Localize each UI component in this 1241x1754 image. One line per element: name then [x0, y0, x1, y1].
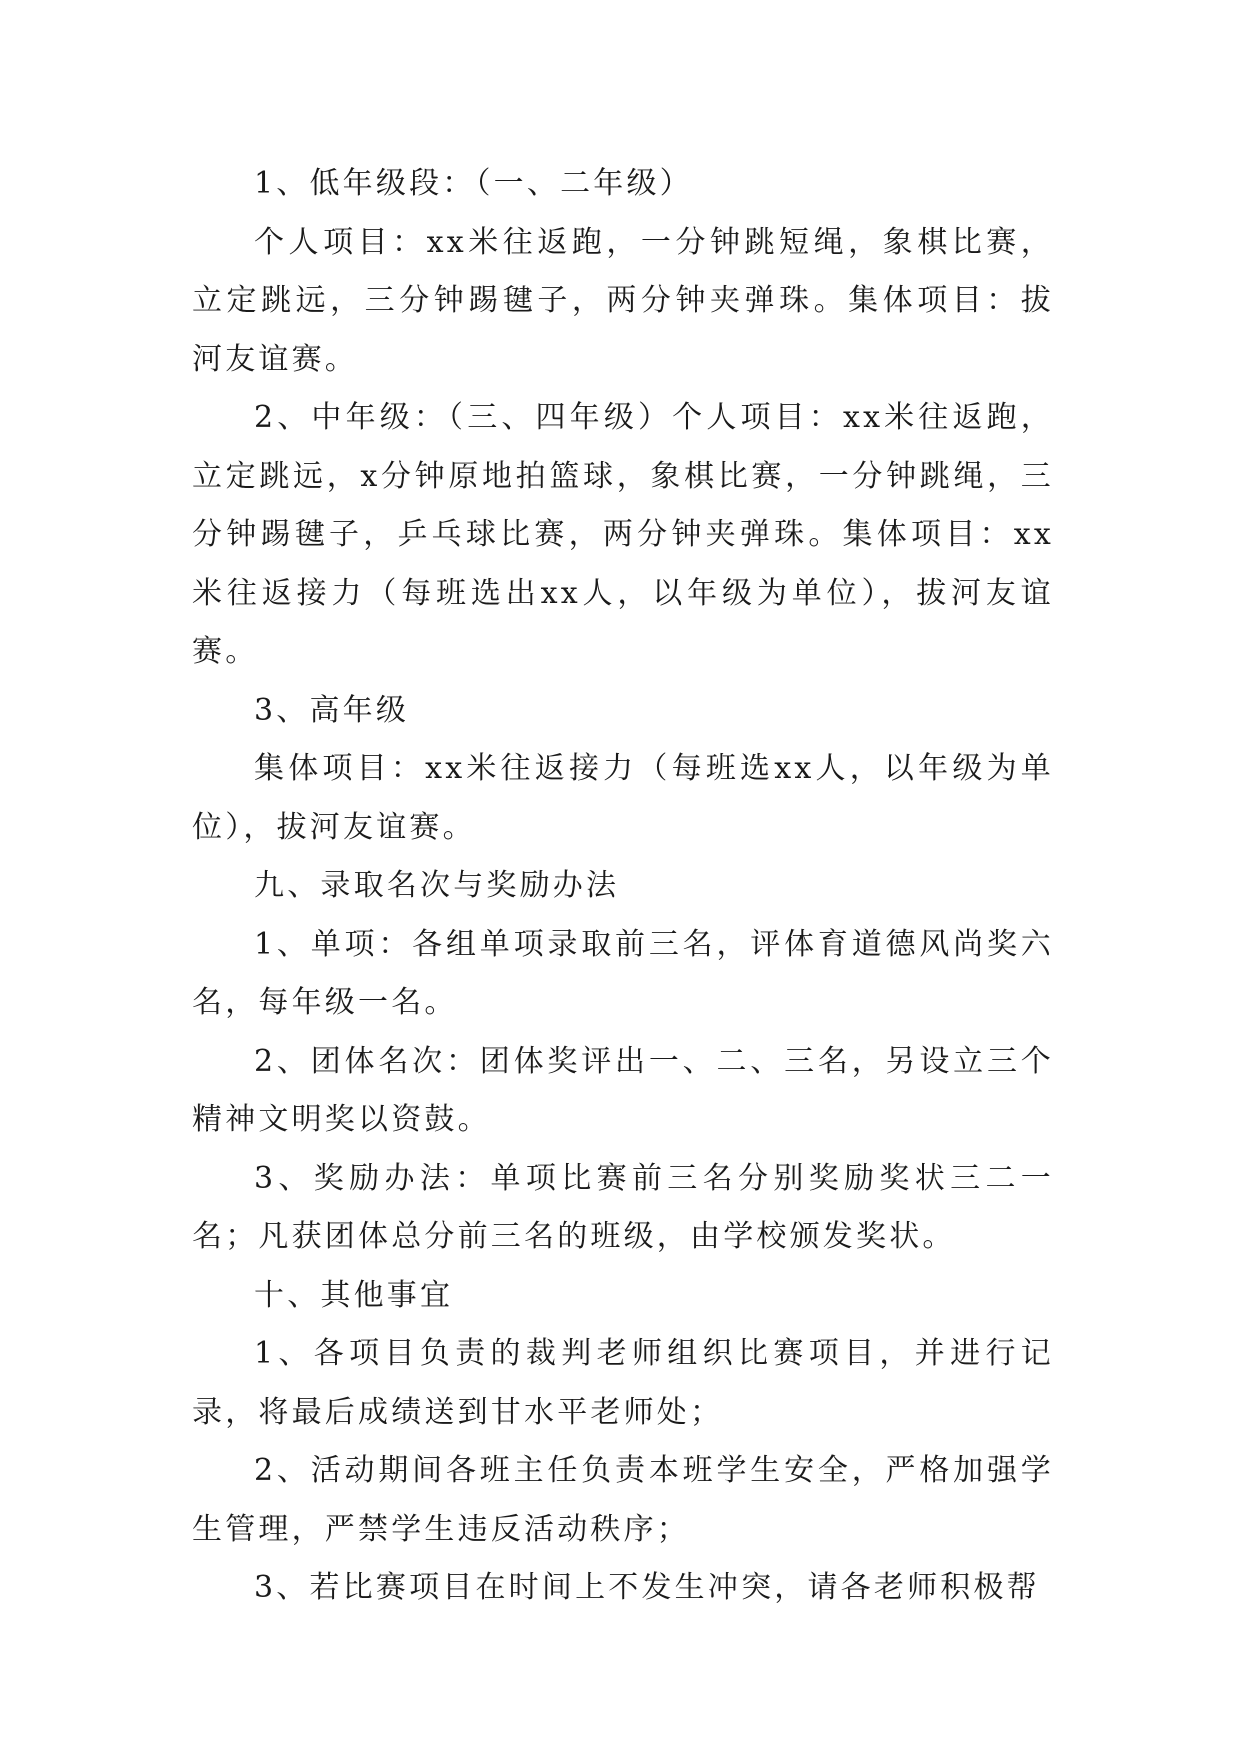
- paragraph-4: 3、高年级: [254, 692, 410, 728]
- document-body: [192, 155, 1054, 1618]
- paragraph-5: 集体项目：xx米往返接力（每班选xx人，以年级为单位），拔河友谊赛。: [192, 751, 1054, 845]
- section-heading-10: 十、其他事宜: [254, 1277, 454, 1313]
- paragraph-11: 1、各项目负责的裁判老师组织比赛项目，并进行记录，将最后成绩送到甘水平老师处；: [192, 1336, 1054, 1430]
- paragraph-9: 3、奖励办法：单项比赛前三名分别奖励奖状三二一名；凡获团体总分前三名的班级，由学校颁发奖状。: [192, 1160, 1054, 1254]
- paragraph-12: 2、活动期间各班主任负责本班学生安全，严格加强学生管理，严禁学生违反活动秩序；: [192, 1453, 1054, 1547]
- paragraph-8: 2、团体名次：团体奖评出一、二、三名，另设立三个精神文明奖以资鼓。: [192, 1043, 1054, 1137]
- paragraph-13: 3、若比赛项目在时间上不发生冲突，请各老师积极帮: [254, 1570, 1040, 1605]
- paragraph-2: 个人项目：xx米往返跑，一分钟跳短绳，象棋比赛，立定跳远，三分钟踢毽子，两分钟夹弹珠。集体项目：拔河友谊赛。: [192, 224, 1054, 377]
- paragraph-7: 1、单项：各组单项录取前三名，评体育道德风尚奖六名，每年级一名。: [192, 926, 1054, 1020]
- paragraph-3: 2、中年级：（三、四年级）个人项目：xx米往返跑，立定跳远，x分钟原地拍篮球，象棋比赛，一分钟跳绳，三分钟踢毽子，乒乓球比赛，两分钟夹弹珠。集体项目：xx米往返接力（每班选出xx人，以年级为单位），拔河友谊赛。: [192, 400, 1054, 669]
- paragraph-1: 1、低年级段：（一、二年级）: [254, 166, 693, 201]
- section-heading-9: 九、录取名次与奖励办法: [254, 868, 620, 903]
